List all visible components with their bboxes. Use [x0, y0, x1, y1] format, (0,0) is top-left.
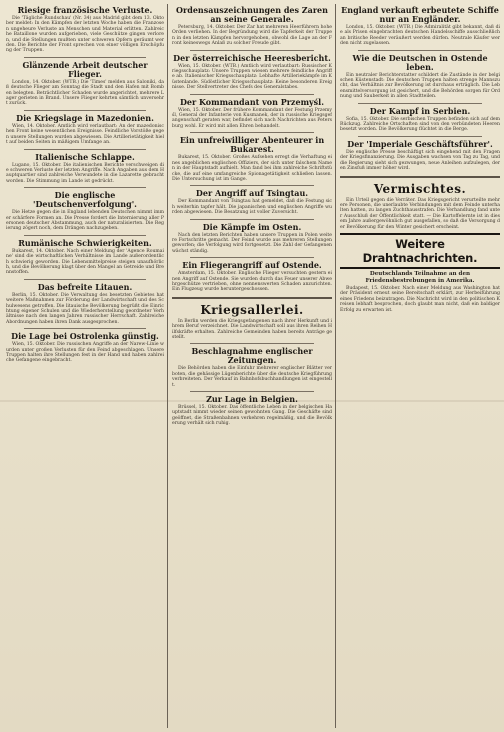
article-separator	[190, 343, 314, 344]
article-separator	[190, 391, 314, 392]
article-separator	[24, 149, 146, 150]
article-separator	[24, 57, 146, 58]
article-headline: Riesige französische Verluste.	[17, 5, 153, 15]
article-body: Sofia, 15. Oktober. Die serbischen Truppen befinden sich auf dem Rückzug. Zahlreiche Ortschaften sind von den verbündeten Heeren besetzt worden. Die Bevölkerung flüchtet in die Berge.	[340, 116, 500, 133]
article-headline: Rumänische Schwierigkeiten.	[18, 237, 152, 248]
article-separator	[190, 219, 314, 220]
article-headline: Der Angriff auf Tsingtau.	[195, 188, 309, 199]
article-separator	[24, 328, 146, 329]
column-3	[340, 4, 500, 730]
section-divider	[340, 176, 500, 178]
article-headline: Das befreite Litauen.	[37, 281, 133, 292]
article-headline: Zur Lage in Belgien.	[206, 394, 298, 405]
article-separator	[190, 94, 314, 95]
article-separator	[358, 136, 482, 137]
article-headline: Die Kämpfe im Osten.	[202, 221, 302, 232]
article-separator	[190, 185, 314, 186]
boxed-section-title: Weitere Drahtnachrichten.	[340, 233, 500, 269]
section-title: Vermischtes.	[373, 181, 467, 196]
article-separator	[24, 279, 146, 280]
article-headline: Der 'Imperiale Geschäftsführer'.	[347, 138, 493, 149]
column-rule	[167, 4, 168, 728]
article-body: Wien, 14. Oktober. Amtlich wird verlautbart: An der mazedonischen Front keine wesentlichen Ereignisse. Feindliche Vorstöße gegen unsere Stellungen wurden abgewiesen. Die Artillerietätigkeit hielt auf beiden Seiten in mäßigem Umfange an.	[6, 123, 164, 146]
article-headline: Der Kommandant von Przemyśl.	[179, 96, 325, 107]
article-headline: England verkauft erbeutete Schiffe nur an Engländer.	[341, 5, 499, 24]
article-headline: Der österreichische Heeresbericht.	[173, 52, 331, 63]
article-body: Die englische Presse beschäftigt sich eingehend mit den Fragen der Kriegsfinanzierung. Die Ausgaben wachsen von Tag zu Tag, und die Regierung sieht sich gezwungen, neue Anleihen aufzulegen, deren Zinsfuß immer höher wird.	[340, 149, 500, 172]
article-headline: Wie die Deutschen in Ostende leben.	[352, 52, 488, 72]
article-separator	[24, 187, 146, 188]
article-body: Bukarest, 14. Oktober. Nach einer Meldung der 'Agence Roumaine' sind die wirtschaftlichen Verhältnisse im Lande außerordentlich schwierig geworden. Die Lebensmittelpreise steigen unaufhörlich, und die Bevölkerung klagt über den Mangel an Getreide und Brennstoffen.	[6, 248, 164, 276]
article-separator	[190, 257, 314, 258]
article-body: Die Hetze gegen die in England lebenden Deutschen nimmt immer schärfere Formen an. Die Presse fordert die Internierung aller Personen deutscher Abstammung, auch der naturalisierten. Die Regierung zögert noch, dem Drängen nachzugeben.	[6, 210, 164, 232]
article-separator	[190, 132, 314, 133]
article-body: Bukarest, 15. Oktober. Großes Aufsehen erregt die Verhaftung eines angeblichen englischen Offiziers, der sich unter falschem Namen in der Hauptstadt aufhielt. Man fand bei ihm zahlreiche Schriftstücke, die auf eine umfangreiche Spionagetätigkeit schließen lassen. Die Untersuchung ist im Gange.	[172, 155, 332, 182]
article-headline: Ordensauszeichnungen des Zaren an seine Generale.	[176, 5, 328, 24]
article-body: In Berlin werden die Kriegsgefangenen nach ihrer Herkunft und ihrem Beruf verzeichnet. Die Landwirtschaft soll aus ihren Reihen Hilfskräfte erhalten. Zahlreiche Gemeinden haben bereits Anträge gestellt.	[172, 318, 332, 340]
article-headline: Der Kampf in Serbien.	[369, 105, 471, 116]
column-2	[172, 4, 332, 730]
article-body: Wien, 15. Oktober. Die russischen Angriffe an der Narew-Linie wurden unter großen Verlusten für den Feind abgeschlagen. Unsere Truppen halten ihre Stellungen fest in der Hand und haben zahlreiche Gefangene eingebracht.	[6, 342, 164, 364]
article-body: Brüssel, 15. Oktober. Das öffentliche Leben in der belgischen Hauptstadt nimmt wieder seinen gewohnten Gang. Die Geschäfte sind geöffnet, die Straßenbahnen verkehren regelmäßig, und die Bevölkerung verhält sich ruhig.	[172, 405, 332, 427]
article-body: Ein neutraler Berichterstatter schildert die Zustände in der belgischen Küstenstadt: Die deutschen Truppen halten strenge Mannszucht, das Verhältnis zur Bevölkerung ist durchaus erträglich. Die Lebensmittelversorgung ist gesichert, und die Behörden sorgen für Ordnung und Sauberkeit in allen Stadtteilen.	[340, 72, 500, 100]
article-body: Nach den letzten Berichten haben unsere Truppen in Polen weitere Fortschritte gemacht. Der Feind wurde aus mehreren Stellungen geworfen; die Verfolgung wird fortgesetzt. Die Zahl der Gefangenen wächst ständig.	[172, 232, 332, 254]
article-separator	[358, 50, 482, 51]
article-body: Ein Urteil gegen die Verräter. Das Kriegsgericht verurteilte mehrere Personen, die unerlaubte Verbindungen mit dem Feinde unterhalten hatten, zu langen Zuchthausstrafen. Die Verhandlung fand unter Ausschluß der Öffentlichkeit statt. — Die Kartoffelernte ist in diesem Jahre außergewöhnlich gut ausgefallen, so daß die Versorgung der Bevölkerung für den Winter gesichert erscheint.	[340, 197, 500, 230]
article-body: London, 15. Oktober. (WTB.) Die Admiralität gibt bekannt, daß die als Prisen eingebrachten deutschen Handelsschiffe ausschließlich an britische Reeder veräußert werden dürfen. Neutrale Käufer werden nicht zugelassen.	[340, 25, 500, 47]
article-body: Wien, 15. Oktober. Der frühere Kommandant der Festung Przemyśl, General der Infanterie von Kusmanek, der in russische Kriegsgefangenschaft geraten war, befindet sich nach Nachrichten aus Petersburg wohl. Er wird mit allen Ehren behandelt.	[172, 107, 332, 129]
section-title: Kriegsallerlei.	[200, 302, 304, 317]
article-separator	[24, 235, 146, 236]
article-body: Lugano, 15. Oktober. Die italienischen Berichte verschweigen die schweren Verluste der letzten Angriffe. Nach Angaben aus dem Hauptquartier sind zahlreiche Verwundete in die Lazarette gebracht worden. Die Stimmung im Lande ist gedrückt.	[6, 162, 164, 184]
article-headline: Beschlagnahme englischer Zeitungen.	[191, 346, 313, 366]
article-separator	[358, 103, 482, 104]
column-rule	[335, 4, 336, 728]
article-headline: Die Kriegslage in Mazedonien.	[16, 112, 154, 123]
sub-headline: Deutschlands Teilnahme an den Friedensbestrebungen in Amerika.	[365, 270, 475, 284]
article-body: Budapest, 15. Oktober. Nach einer Meldung aus Washington hat der Präsident erneut seine Bereitschaft erklärt, zur Herbeiführung eines Friedens beizutragen. Die Nachricht wird in den politischen Kreisen lebhaft besprochen, doch glaubt man nicht, daß ein baldiger Erfolg zu erwarten ist.	[340, 285, 500, 313]
article-body: Wien, 15. Oktober. (WTB.) Amtlich wird verlautbart: Russischer Kriegsschauplatz: Unsere Truppen wiesen mehrere feindliche Angriffe ab. Italienischer Kriegsschauplatz: Lebhafte Artilleriekämpfe im Küstenlande. Südöstlicher Kriegsschauplatz: Keine besonderen Ereignisse. Der Stellvertreter des Chefs des Generalstabes.	[172, 63, 332, 91]
article-headline: Ein Fliegerangriff auf Ostende.	[182, 260, 322, 271]
article-headline: Ein unfreiwilliger Abenteurer in Bukarest.	[179, 135, 325, 155]
article-body: Die 'Tägliche Rundschau' (Nr. 34) aus Madrid gibt dem 13. Oktober meldet: In den Kämpfen der letzten Woche haben die Franzosen ungeheure Verluste an Menschen und Material erlitten. Zahlreiche Bataillone wurden aufgerieben, viele Geschütze gingen verloren, und die Stellungen mußten unter schweren Opfern geräumt werden. Die Berichte der Front sprechen von einer völligen Erschöpfung der Truppen.	[6, 16, 164, 54]
column-1	[6, 4, 164, 730]
article-headline: Glänzende Arbeit deutscher Flieger.	[22, 59, 148, 79]
article-body: Die Behörden haben die Einfuhr mehrerer englischer Blätter verboten, die gehässige Lügenberichte über die deutsche Kriegführung verbreiteten. Der Verkauf in Bahnhofsbuchhandlungen ist eingestellt.	[172, 366, 332, 388]
article-body: Der Kommandant von Tsingtau hat gemeldet, daß die Festung sich weiterhin tapfer hält. Die japanischen und englischen Angriffe wurden abgewiesen. Die Besatzung ist voller Zuversicht.	[172, 199, 332, 216]
article-headline: Die Lage bei Ostrolenka günstig.	[11, 331, 159, 342]
article-body: Berlin, 15. Oktober. Die Verwaltung des besetzten Gebietes hat weitere Maßnahmen zur Förderung der Landwirtschaft und des Schulwesens getroffen. Die litauische Bevölkerung begrüßt die Einrichtung eigener Schulen und die Wiederherstellung geordneter Verhältnisse nach den langen Jahren russischer Herrschaft. Zahlreiche Abordnungen haben ihren Dank ausgesprochen.	[6, 292, 164, 325]
section-divider	[172, 297, 332, 299]
article-headline: Italienische Schlappe.	[35, 151, 135, 162]
article-separator	[190, 50, 314, 51]
article-separator	[24, 110, 146, 111]
article-headline: Die englische 'Deutschenverfolgung'.	[33, 190, 137, 210]
article-body: Petersburg, 14. Oktober. Der Zar hat mehreren Heerführern hohe Orden verliehen. In der Begründung wird die Tapferkeit der Truppen in den letzten Kämpfen hervorgehoben, obwohl die Lage an der Front keineswegs Anlaß zu solcher Freude gibt.	[172, 25, 332, 47]
article-body: Amsterdam, 15. Oktober. Englische Flieger versuchten gestern einen Angriff auf Ostende. Sie wurden durch das Feuer unserer Abwehrgeschütze vertrieben, ohne nennenswerten Schaden anzurichten. Ein Flugzeug wurde heruntergeschossen.	[172, 271, 332, 293]
article-body: London, 14. Oktober. (WTB.) Die 'Times' melden aus Saloniki, daß deutsche Flieger am Sonntag die Stadt und den Hafen mit Bomben belegten. Beträchtlicher Schaden wurde angerichtet, mehrere Lager gerieten in Brand. Unsere Flieger kehrten sämtlich unversehrt zurück.	[6, 79, 164, 107]
